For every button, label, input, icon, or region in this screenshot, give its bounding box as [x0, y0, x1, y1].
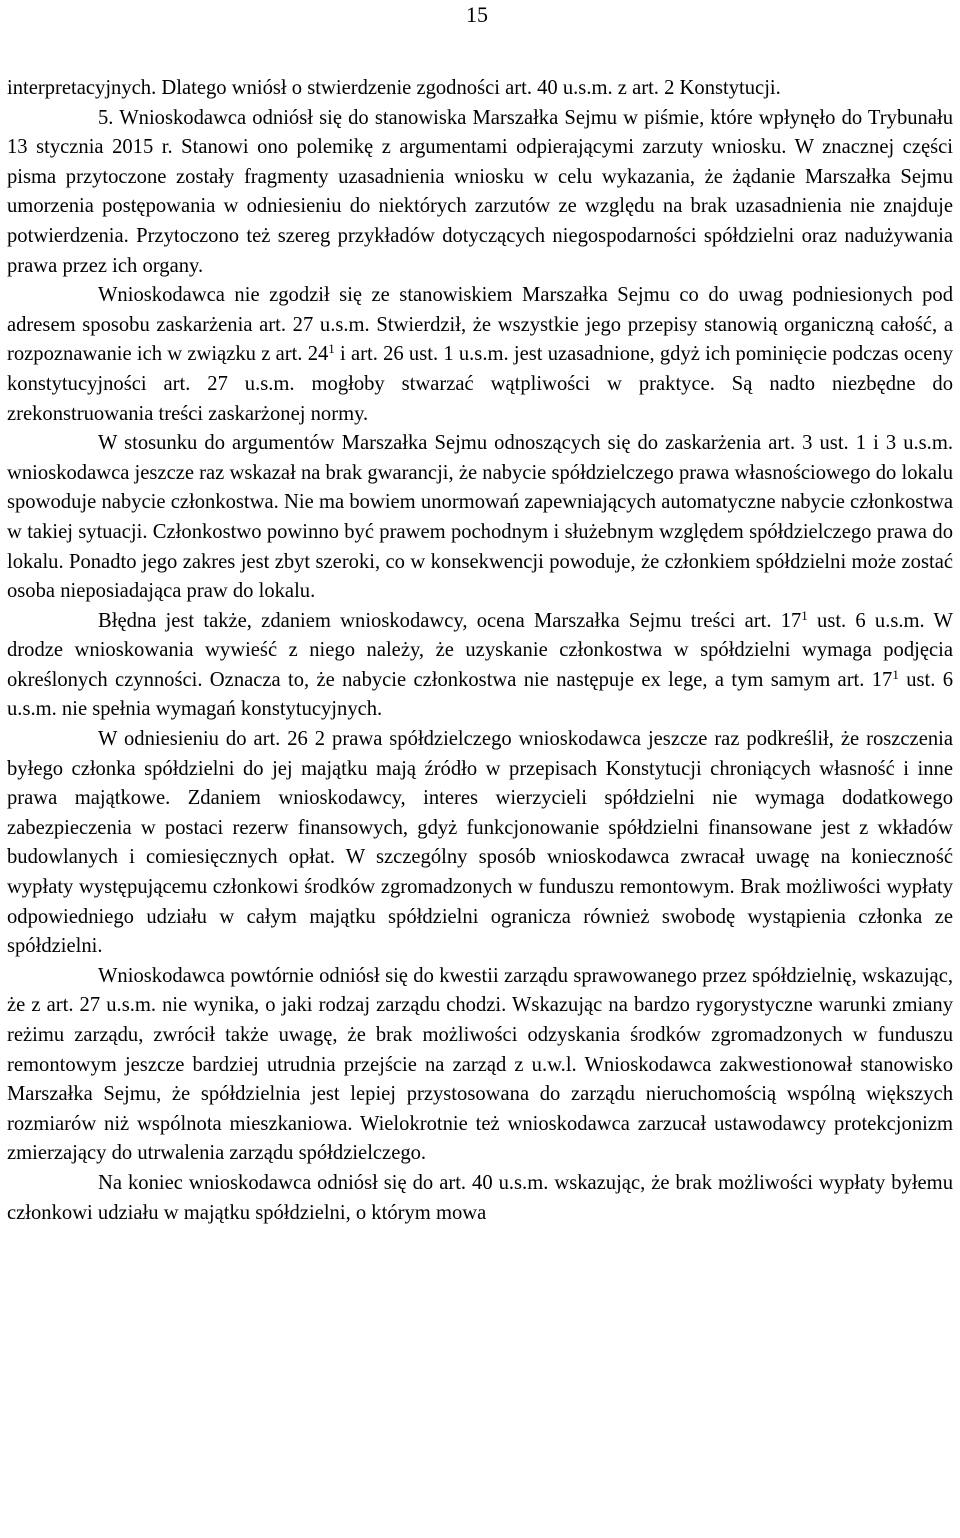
paragraph-continuation: interpretacyjnych. Dlatego wniósł o stwierdzenie zgodności art. 40 u.s.m. z art. 2 Konstytucji. [7, 77, 781, 99]
superscript: 1 [801, 607, 808, 623]
superscript: 1 [328, 341, 335, 357]
paragraph-text-segment: ust. 6 u.s.m. nie spełnia wymagań konstytucyjnych. [7, 668, 954, 721]
paragraph-section-5: 5. Wnioskodawca odniósł się do stanowiska Marszałka Sejmu w piśmie, które wpłynęło do Trybunału 13 stycznia 2015 r. Stanowi ono polemikę z argumentami odpierającymi zarzuty wniosku. W znacznej części pisma przytoczone zostały fragmenty uzasadnienia wniosku w celu wykazania, że żądanie Marszałka Sejmu umorzenia postępowania w odniesieniu do niektórych zarzutów ze względu na brak uzasadnienia nie znajduje potwierdzenia. Przytoczono też szereg przykładów dotyczących niegospodarności spółdzielni oraz nadużywania prawa przez ich organy. [7, 106, 953, 277]
paragraph-management-remarks: Wnioskodawca powtórnie odniósł się do kwestii zarządu sprawowanego przez spółdzielnię, wskazując, że z art. 27 u.s.m. nie wynika, o jaki rodzaj zarządu chodzi. Wskazując na bardzo rygorystyczne warunki zmiany reżimu zarządu, zwrócił także uwagę, że brak możliwości odzyskania środków zgromadzonych w funduszu remontowym jeszcze bardziej utrudnia przejście na zarząd z u.w.l. Wnioskodawca zakwestionował stanowisko Marszałka Sejmu, że spółdzielnia jest lepiej przystosowana do zarządu nieruchomością wspólną większych rozmiarów niż wspólnota mieszkaniowa. Wielokrotnie też wnioskodawca zarzucał ustawodawcy protekcjonizm zmierzający do utrwalenia zarządu spółdzielczego. [7, 964, 953, 1165]
paragraph-text-segment: Błędna jest także, zdaniem wnioskodawcy, ocena Marszałka Sejmu treści art. 17 [98, 609, 802, 632]
superscript: 1 [892, 666, 899, 682]
paragraph-art-26-remarks: W odniesieniu do art. 26 2 prawa spółdzielczego wnioskodawca jeszcze raz podkreślił, że roszczenia byłego członka spółdzielni do jej majątku mają źródło w przepisach Konstytucji chroniących własność i inne prawa majątkowe. Zdaniem wnioskodawcy, interes wierzycieli spółdzielni nie wymaga dodatkowego zabezpieczenia w postaci rezerw finansowych, gdyż funkcjonowanie spółdzielni finansowane jest z wkładów budowlanych i comiesięcznych opłat. W szczególny sposób wnioskodawca zwracał uwagę na konieczność wypłaty występującemu członkowi środków zgromadzonych w funduszu remontowym. Brak możliwości wypłaty odpowiedniego udziału w całym majątku spółdzielni ogranicza również swobodę wystąpienia członka ze spółdzielni. [7, 728, 953, 958]
paragraph-text-segment: ust. 6 u.s.m. W drodze wnioskowania wywieść z niego należy, że uzyskanie członkostwa w spółdzielni wymaga podjęcia określonych czynności. Oznacza to, że nabycie członkostwa nie następuje ex lege, a tym samym art. 17 [7, 609, 953, 691]
paragraph-art-3-remarks: W stosunku do argumentów Marszałka Sejmu odnoszących się do zaskarżenia art. 3 ust. 1 i 3 u.s.m. wnioskodawca jeszcze raz wskazał na brak gwarancji, że nabycie spółdzielczego prawa własnościowego do lokalu spowoduje nabycie członkostwa. Nie ma bowiem unormowań zapewniających automatyczne nabycie członkostwa w takiej sytuacji. Członkostwo powinno być prawem pochodnym i służebnym względem spółdzielczego prawa do lokalu. Ponadto jego zakres jest zbyt szeroki, co w konsekwencji powoduje, że członkiem spółdzielni może zostać osoba nieposiadająca praw do lokalu. [7, 432, 953, 603]
paragraph-text-segment: Wnioskodawca nie zgodził się ze stanowiskiem Marszałka Sejmu co do uwag podniesionych pod adresem sposobu zaskarżenia art. 27 u.s.m. Stwierdził, że wszystkie jego przepisy stanowią organiczną całość, a rozpoznawanie ich w związku z art. 24 [7, 284, 953, 366]
paragraph-text-segment: i art. 26 ust. 1 u.s.m. jest uzasadnione, gdyż ich pominięcie podczas oceny konstytucyjności art. 27 u.s.m. mogłoby stwarzać wątpliwości w praktyce. Są nadto niezbędne do zrekonstruowania treści zaskarżonej normy. [7, 343, 953, 425]
document-body [7, 74, 953, 1228]
paragraph-art-17-remarks [7, 607, 953, 725]
paragraph-art-40-remarks: Na koniec wnioskodawca odniósł się do art. 40 u.s.m. wskazując, że brak możliwości wypłaty byłemu członkowi udziału w majątku spółdzielni, o którym mowa [7, 1171, 953, 1224]
paragraph-art-27-remarks [7, 281, 953, 429]
page-number: 15 [466, 2, 488, 27]
